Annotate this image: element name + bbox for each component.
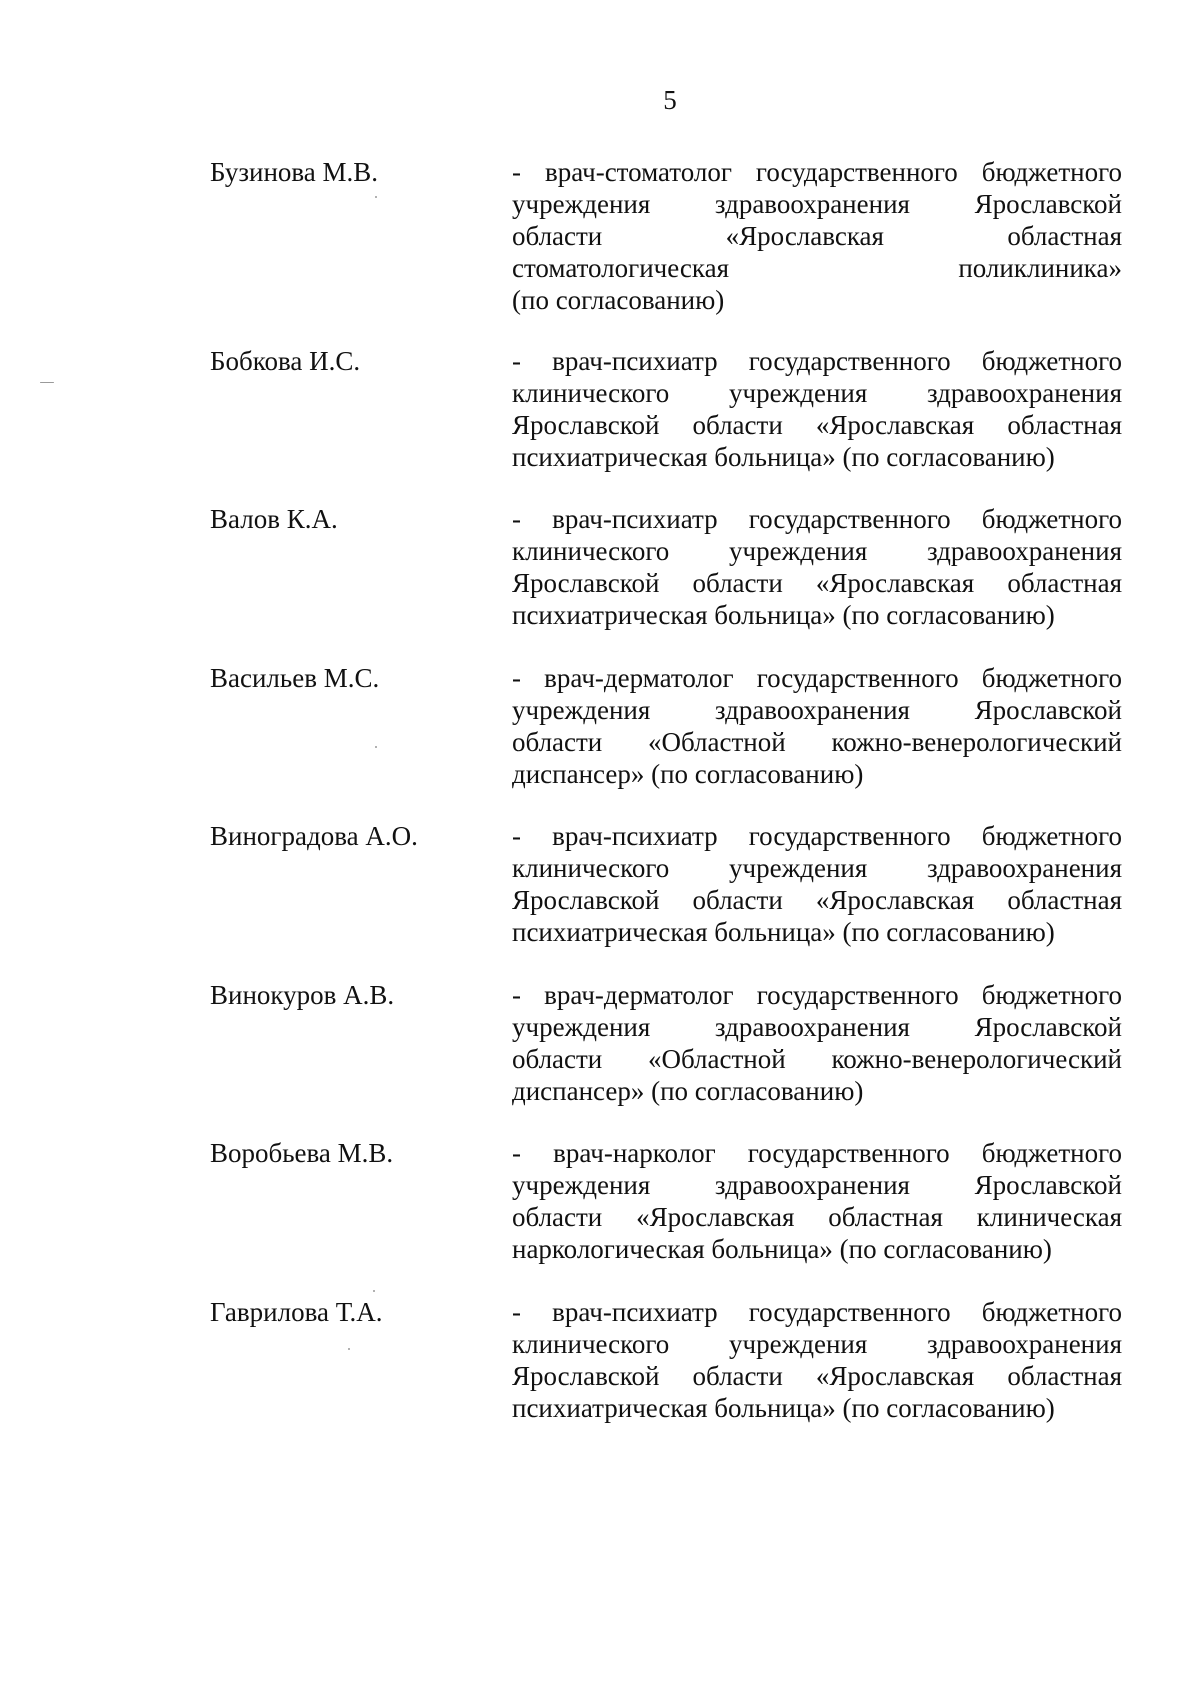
scan-speck [375, 746, 377, 748]
description-line: Ярославской области «Ярославская областная [512, 410, 1122, 440]
entry-name: Бобкова И.С. [210, 346, 361, 376]
entry-name: Бузинова М.В. [210, 157, 379, 187]
description-line: - врач-нарколог государственного бюджетного [512, 1138, 1122, 1168]
description-line: клинического учреждения здравоохранения [512, 853, 1122, 883]
description-line: клинического учреждения здравоохранения [512, 1329, 1122, 1359]
entry-description [512, 662, 1122, 790]
entry-description [512, 820, 1122, 948]
entry-name: Гаврилова Т.А. [210, 1297, 383, 1327]
description-line: Ярославской области «Ярославская областная [512, 568, 1122, 598]
description-line: Ярославской области «Ярославская областная [512, 1361, 1122, 1391]
entry-description [512, 1296, 1122, 1424]
description-line: - врач-психиатр государственного бюджетного [512, 1297, 1122, 1327]
description-line: - врач-психиатр государственного бюджетного [512, 504, 1122, 534]
entry-name: Воробьева М.В. [210, 1138, 394, 1168]
description-line: области «Областной кожно-венерологический [512, 727, 1122, 757]
description-line: Ярославской области «Ярославская областная [512, 885, 1122, 915]
description-line: психиатрическая больница» (по согласованию) [512, 600, 1055, 630]
description-line: - врач-стоматолог государственного бюджетного [512, 157, 1122, 187]
scan-speck [373, 1290, 375, 1292]
description-line: области «Областной кожно-венерологический [512, 1044, 1122, 1074]
entry-name: Валов К.А. [210, 504, 338, 534]
entry-name: Васильев М.С. [210, 663, 380, 693]
scan-speck [375, 196, 377, 198]
description-line: учреждения здравоохранения Ярославской [512, 695, 1122, 725]
description-line: диспансер» (по согласованию) [512, 1076, 864, 1106]
description-line: диспансер» (по согласованию) [512, 759, 864, 789]
description-line: учреждения здравоохранения Ярославской [512, 1170, 1122, 1200]
page-number: 5 [663, 85, 677, 115]
entry-description [512, 979, 1122, 1107]
description-line: клинического учреждения здравоохранения [512, 536, 1122, 566]
entry-name: Винокуров А.В. [210, 980, 395, 1010]
description-line: - врач-дерматолог государственного бюджетного [512, 663, 1122, 693]
entry-name: Виноградова А.О. [210, 821, 418, 851]
description-line: - врач-психиатр государственного бюджетного [512, 821, 1122, 851]
entry-description [512, 503, 1122, 631]
description-line: учреждения здравоохранения Ярославской [512, 1012, 1122, 1042]
description-line: учреждения здравоохранения Ярославской [512, 189, 1122, 219]
description-line: клинического учреждения здравоохранения [512, 378, 1122, 408]
description-line: психиатрическая больница» (по согласованию) [512, 917, 1055, 947]
entry-description [512, 156, 1122, 316]
description-line: психиатрическая больница» (по согласованию) [512, 1393, 1055, 1423]
description-line: стоматологическая поликлиника» [512, 253, 1122, 283]
description-line: наркологическая больница» (по согласованию) [512, 1234, 1052, 1264]
description-line: (по согласованию) [512, 285, 725, 315]
entry-description [512, 1137, 1122, 1265]
description-line: психиатрическая больница» (по согласованию) [512, 442, 1055, 472]
description-line: - врач-психиатр государственного бюджетного [512, 346, 1122, 376]
description-line: - врач-дерматолог государственного бюджетного [512, 980, 1122, 1010]
scan-speck [40, 382, 54, 383]
scan-speck [348, 1348, 350, 1350]
entry-description [512, 345, 1122, 473]
description-line: области «Ярославская областная [512, 221, 1122, 251]
description-line: области «Ярославская областная клиническая [512, 1202, 1122, 1232]
